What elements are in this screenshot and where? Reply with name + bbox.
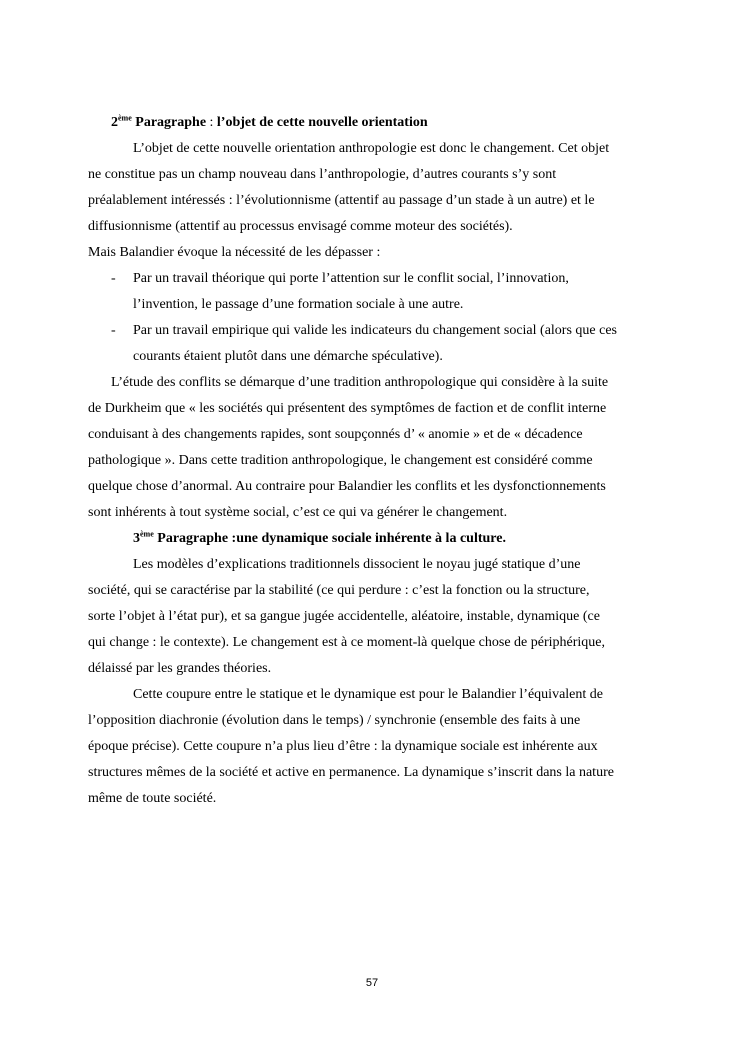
paragraph-line: structures mêmes de la société et active en permanence. La dynamique s’inscrit dans la nature xyxy=(88,765,614,780)
paragraph-line: qui change : le contexte). Le changement est à ce moment-là quelque chose de périphérique, xyxy=(88,635,606,650)
paragraph-line: L’objet de cette nouvelle orientation anthropologie est donc le changement. Cet objet xyxy=(133,141,610,156)
page-number: 57 xyxy=(365,977,379,989)
paragraph-line: diffusionnisme (attentif au processus envisagé comme moteur des sociétés). xyxy=(88,219,513,234)
paragraph-line: conduisant à des changements rapides, sont soupçonnés d’ « anomie » et de « décadence xyxy=(88,427,583,442)
heading-word: Paragraphe xyxy=(131,115,207,130)
paragraph-line: Cette coupure entre le statique et le dynamique est pour le Balandier l’équivalent de xyxy=(133,687,603,702)
paragraph-line: sont inhérents à tout système social, c’est ce qui va générer le changement. xyxy=(88,505,508,520)
paragraph-line: quelque chose d’anormal. Au contraire pour Balandier les conflits et les dysfonctionnements xyxy=(88,479,606,494)
paragraph-line: époque précise). Cette coupure n’a plus lieu d’être : la dynamique sociale est inhérente aux xyxy=(88,739,598,754)
intro-line: Mais Balandier évoque la nécessité de les dépasser : xyxy=(88,245,381,260)
paragraph-line: de Durkheim que « les sociétés qui présentent des symptômes de faction et de conflit interne xyxy=(88,401,607,416)
heading-number: 3 xyxy=(133,531,140,546)
bullet-item-line: courants étaient plutôt dans une démarche spéculative). xyxy=(133,349,443,364)
section-3-heading xyxy=(133,530,506,547)
bullet-item-line: Par un travail théorique qui porte l’attention sur le conflit social, l’innovation, xyxy=(133,271,569,286)
section-2-heading xyxy=(111,114,428,131)
paragraph-line: pathologique ». Dans cette tradition anthropologique, le changement est considéré comme xyxy=(88,453,593,468)
paragraph-line: société, qui se caractérise par la stabilité (ce qui perdure : c’est la fonction ou la structure, xyxy=(88,583,590,598)
paragraph-line: ne constitue pas un champ nouveau dans l’anthropologie, d’autres courants s’y sont xyxy=(88,167,557,182)
bullet-marker: - xyxy=(111,271,116,286)
bullet-item-line: l’invention, le passage d’une formation sociale à une autre. xyxy=(133,297,464,312)
heading-colon: : xyxy=(206,115,217,130)
heading-title: Paragraphe :une dynamique sociale inhérente à la culture. xyxy=(153,531,506,546)
paragraph-line: l’opposition diachronie (évolution dans le temps) / synchronie (ensemble des faits à une xyxy=(88,713,581,728)
heading-superscript: ème xyxy=(140,529,154,539)
paragraph-line: sorte l’objet à l’état pur), et sa gangue jugée accidentelle, aléatoire, instable, dynamique (ce xyxy=(88,609,600,624)
paragraph-line: L’étude des conflits se démarque d’une tradition anthropologique qui considère à la suite xyxy=(111,375,609,390)
heading-title: l’objet de cette nouvelle orientation xyxy=(216,115,428,130)
paragraph-line: Les modèles d’explications traditionnels dissocient le noyau jugé statique d’une xyxy=(133,557,581,572)
paragraph-line: préalablement intéressés : l’évolutionnisme (attentif au passage d’un stade à un autre) et le xyxy=(88,193,595,208)
heading-number: 2 xyxy=(111,115,118,130)
bullet-marker: - xyxy=(111,323,116,338)
paragraph-line: délaissé par les grandes théories. xyxy=(88,661,272,676)
heading-superscript: ème xyxy=(118,113,132,123)
bullet-item-line: Par un travail empirique qui valide les indicateurs du changement social (alors que ces xyxy=(133,323,618,338)
paragraph-line: même de toute société. xyxy=(88,791,217,806)
